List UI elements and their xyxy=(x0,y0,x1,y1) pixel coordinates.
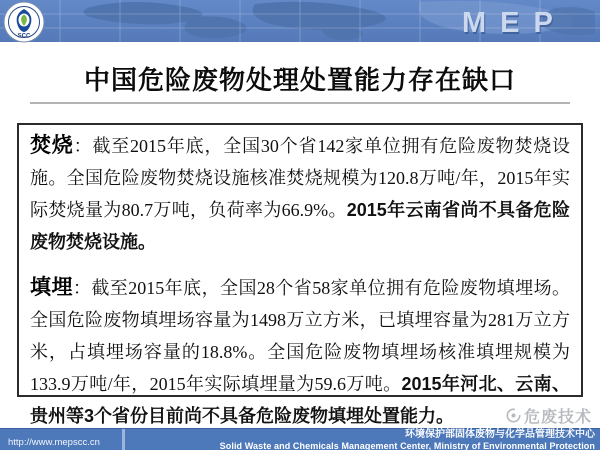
footer-url[interactable]: http://www.mepscc.cn xyxy=(8,437,100,448)
landfill-label: 填埋 xyxy=(30,276,73,299)
scc-logo xyxy=(3,1,45,43)
page-title: 中国危险废物处理处置能力存在缺口 xyxy=(83,65,516,95)
scc-logo-emblem xyxy=(3,1,45,43)
header-banner xyxy=(0,0,600,42)
landfill-paragraph xyxy=(30,272,570,432)
incineration-emphasis: 2015年云南省尚不具备危险废物焚烧设施。 xyxy=(30,200,570,252)
scc-logo-text: SCC xyxy=(17,33,31,40)
incineration-paragraph xyxy=(30,130,570,258)
title-divider xyxy=(30,102,570,104)
watermark-text: 危废技术 xyxy=(523,409,592,426)
footer-bar xyxy=(0,428,600,450)
footer-org-block xyxy=(125,429,600,450)
org-name-cn: 环境保护部固体废物与化学品管理技术中心 xyxy=(405,429,595,440)
watermark-logo-icon xyxy=(506,408,521,423)
incineration-label: 焚烧 xyxy=(30,134,74,157)
label-colon: ： xyxy=(73,136,93,156)
org-name-en: Solid Waste and Chemicals Management Center, Ministry of Environmental Protection xyxy=(219,440,595,450)
mep-wordmark: MEP xyxy=(462,7,567,39)
label-colon: ： xyxy=(72,278,92,298)
incineration-body: 截至2015年底，全国30个省142家单位拥有危险废物焚烧设施。全国危险废物焚烧设施核准焚烧规模为120.8万吨/年，2015年实际焚烧量为80.7万吨，负荷率为66.9%。 xyxy=(30,136,571,220)
watermark xyxy=(506,404,592,427)
landfill-emphasis: 2015年河北、云南、贵州等3个省份目前尚不具备危险废物填埋处置能力。 xyxy=(30,374,571,426)
landfill-body: 截至2015年底，全国28个省58家单位拥有危险废物填埋场。全国危险废物填埋场容量为1498万立方米，已填埋容量为281万立方米，占填埋场容量的18.8%。全国危险废物填埋场核准填埋规模为133.9万吨/年，2015年实际填埋量为59.6万吨。 xyxy=(30,278,571,394)
